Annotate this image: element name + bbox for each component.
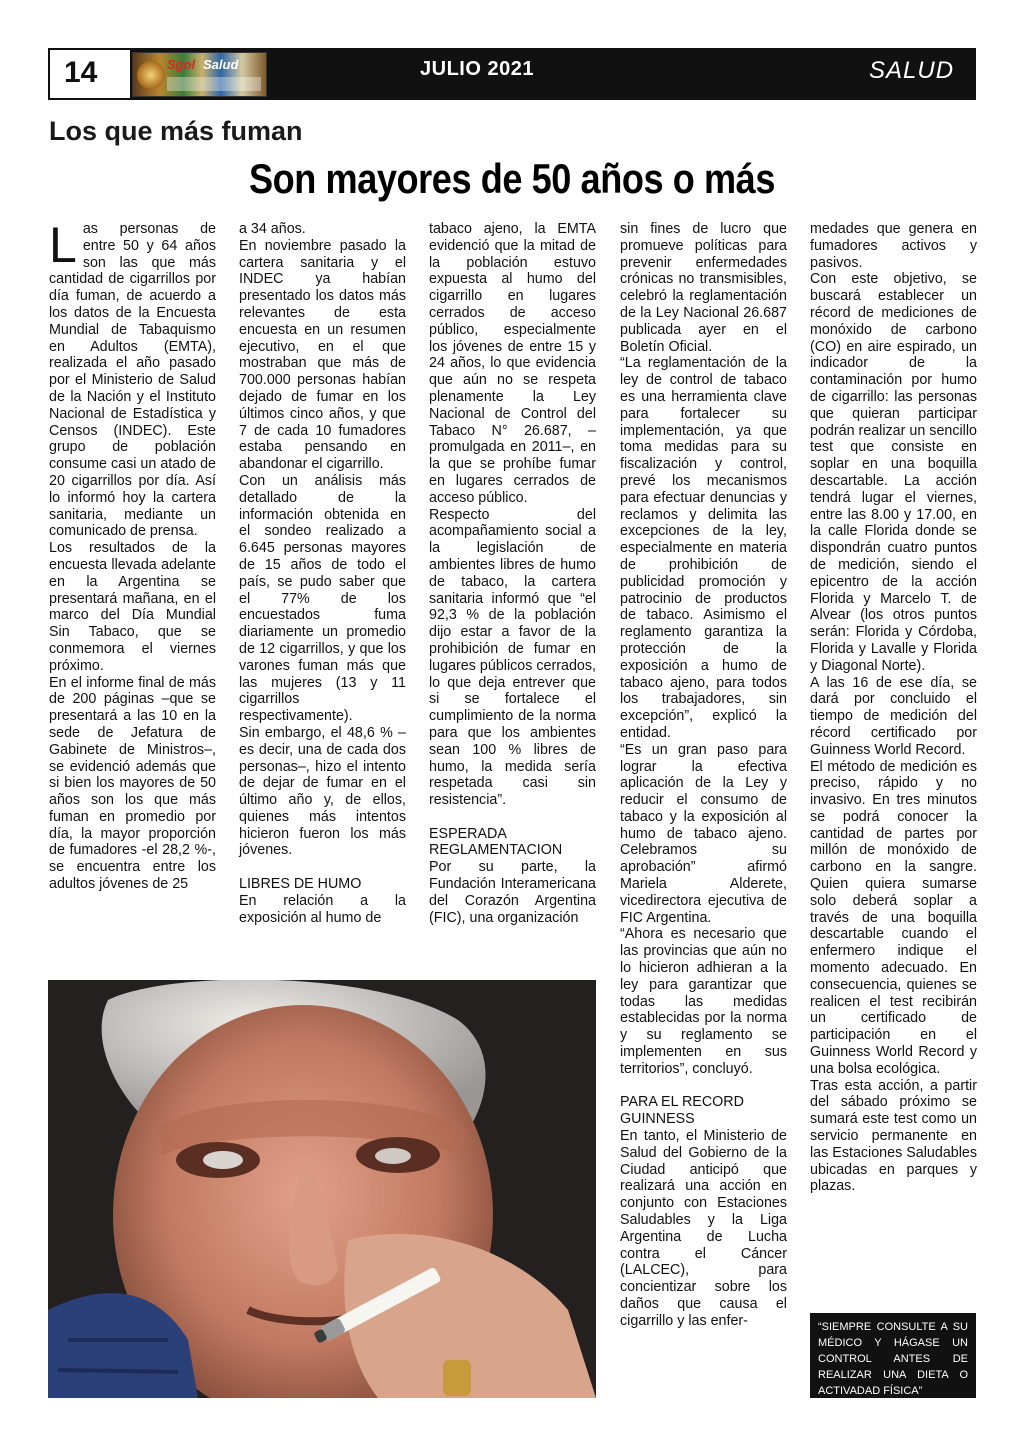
paragraph: “Ahora es necesario que las provincias que aún no lo hicieron adhieran a la ley para garantizar que todas las medidas establecidas por la norma y su reglamento se implementen en sus territorios”, concluyó. — [620, 926, 787, 1077]
paragraph: as personas de entre 50 y 64 años son las que más cantidad de cigarrillos por día fuman, de acuerdo a los datos de la Encuesta Mundial de Tabaquismo en Adultos (EMTA), realizada el año pasado por el Ministerio de Salud de la Nación y el Instituto Nacional de Estadística y Censos (INDEC). Este grupo de población consume casi un atado de 20 cigarrillos por día. Así lo informó hoy la cartera sanitaria, mediante un comunicado de prensa. — [49, 221, 216, 540]
subheading: LIBRES DE HUMO — [239, 876, 362, 893]
paragraph: En noviembre pasado la cartera sanitaria y el INDEC ya habían presentado los datos más relevantes de esta encuesta en un resumen ejecutivo, en el que mostraban que más de 700.000 personas habían dejado de fumar en los últimos cinco años, y que 7 de cada 10 fumadores estaba pensando en abandonar el cigarrillo. — [239, 237, 406, 473]
paragraph: “La reglamentación de la ley de control de tabaco es una herramienta clave para fortalecer su implementación, ya que toma medidas para su fiscalización y control, prevé los mecanismos para efectuar denuncias y reclamos y delimita las excepciones de la ley, especialmente en materia de prohibición de publicidad promoción y patrocinio de productos de tabaco. Asimismo el reglamento garantiza la protección de la exposición a humo de tabaco ajeno, para todos los trabajadores, sin excepción”, explicó la entidad. — [620, 355, 787, 741]
article-headline: Son mayores de 50 años o más — [249, 155, 775, 202]
paragraph: Con un análisis más detallado de la información obtenida en el sondeo realizado a 6.645 personas mayores de 15 años de todo el país, se pudo saber que el 77% de los encuestados fuma diariamente un promedio de 12 cigarrillos, y que los varones fuman más que las mujeres (13 y 11 cigarrillos respectivamente). — [239, 472, 406, 725]
paragraph: Tras esta acción, a partir del sábado próximo se sumará este test como un servicio permanente en las Estaciones Saludables ubicadas en parques y plazas. — [810, 1077, 977, 1195]
logo-emblem-icon — [137, 61, 165, 89]
paragraph: En relación a la exposición al humo de — [239, 892, 406, 926]
logo-text-1: Sgol — [167, 57, 196, 72]
article-column-3 — [429, 221, 596, 926]
article-column-1 — [49, 217, 216, 893]
paragraph: Los resultados de la encuesta llevada adelante en la Argentina se presentará mañana, en el marco del Día Mundial Sin Tabaco, que se conmemora el viernes próximo. — [49, 540, 216, 674]
publication-logo[interactable] — [132, 52, 267, 97]
article-kicker: Los que más fuman — [49, 116, 303, 146]
logo-strip — [167, 77, 261, 91]
paragraph: “Es un gran paso para lograr la efectiva aplicación de la Ley y reducir el consumo de tabaco y la exposición al humo de tabaco ajeno. Celebramos su aprobación” afirmó Mariela Alderete, vicedirectora ejecutiva de FIC Argentina. — [620, 741, 787, 926]
paragraph: A las 16 de ese día, se dará por concluido el tiempo de medición del récord certificado por Guinness World Record. — [810, 674, 977, 758]
subheading: PARA EL RECORD GUINNESS — [620, 1094, 744, 1128]
paragraph: En el informe final de más de 200 páginas –que se presentará a las 10 en la sede de Jefatura de Gabinete de Ministros–, se evidenció además que si bien los mayores de 50 años son los que más fuman en promedio por día, la mayor proporción de fumadores -el 28,2 %-, se encuentra entre los adultos jóvenes de 25 — [49, 674, 216, 893]
logo-text-2: Salud — [203, 57, 239, 72]
paragraph: Por su parte, la Fundación Interamericana del Corazón Argentina (FIC), una organización — [429, 859, 596, 926]
article-photo[interactable] — [48, 980, 596, 1398]
paragraph: sin fines de lucro que promueve políticas para prevenir enfermedades crónicas no transmisibles, celebró la reglamentación de la Ley Nacional 26.687 publicada ayer en el Boletín Oficial. — [620, 221, 787, 355]
article-column-4 — [620, 221, 787, 1330]
issue-date: JULIO 2021 — [420, 58, 534, 80]
section-name: SALUD — [869, 57, 955, 84]
smoking-man-illustration — [48, 980, 596, 1398]
paragraph: tabaco ajeno, la EMTA evidenció que la mitad de la población estuvo expuesta al humo del cigarrillo en lugares cerrados de acceso público, especialmente los jóvenes de entre 15 y 24 años, lo que evidencia que aún no se respeta plenamente la Ley Nacional de Control del Tabaco N° 26.687, –promulgada en 2011–, en la que se prohíbe fumar en lugares cerrados de acceso público. — [429, 221, 596, 506]
paragraph: El método de medición es preciso, rápido y no invasivo. En tres minutos se podrá conocer la cantidad de partes por millón de monóxido de carbono en la sangre. Quien quiera sumarse solo deberá soplar a través de una boquilla descartable cuando el enfermero indique el momento adecuado. En consecuencia, quienes se realicen el test recibirán un certificado de participación en el Guinness World Record y una bolsa ecológica. — [810, 758, 977, 1077]
paragraph: a 34 años. — [239, 221, 306, 237]
paragraph: Respecto del acompañamiento social a la legislación de ambientes libres de humo de tabaco, la cartera sanitaria informó que “el 92,3 % de la población dijo estar a favor de la prohibición de fumar en lugares públicos cerrados, lo que deja entrever que si se fortalece el cumplimiento de la norma para que los ambientes sean 100 % libres de humo, la medida sería respetada casi sin resistencia”. — [429, 506, 596, 809]
subheading: ESPERADA REGLAMENTACION — [429, 825, 563, 859]
paragraph: En tanto, el Ministerio de Salud del Gobierno de la Ciudad anticipó que realizará una acción en conjunto con Estaciones Saludables y la Liga Argentina de Lucha contra el Cáncer (LALCEC), para concientizar sobre los daños que causa el cigarrillo y las enfer- — [620, 1128, 787, 1329]
paragraph: medades que genera en fumadores activos y pasivos. — [810, 221, 977, 271]
advice-callout: “SIEMPRE CONSULTE A SU MÉDICO Y HÁGASE UN CONTROL ANTES DE REALIZAR UNA DIETA O ACTIVADAD FÍSICA” — [810, 1313, 976, 1398]
page-number: 14 — [64, 56, 98, 89]
article-column-5 — [810, 221, 977, 1195]
drop-cap: L — [49, 217, 77, 273]
article-column-2 — [239, 221, 406, 926]
paragraph: Sin embargo, el 48,6 % –es decir, una de cada dos personas–, hizo el intento de dejar de fumar en el último año y, de ellos, quienes más intentos hicieron fueron los más jóvenes. — [239, 724, 406, 859]
paragraph: Con este objetivo, se buscará establecer un récord de mediciones de monóxido de carbono (CO) en aire espirado, un indicador de la contaminación por humo de cigarrillo: las personas que quieran participar podrán realizar un sencillo test que consiste en soplar en una boquilla descartable. La acción tendrá lugar el viernes, entre las 8.00 y 17.00, en la calle Florida donde se dispondrán cuatro puntos de medición, siendo el epicentro de la acción Florida y Marcelo T. de Alvear (los otros puntos serán: Florida y Córdoba, Florida y Lavalle y Florida y Diagonal Norte). — [810, 271, 977, 674]
